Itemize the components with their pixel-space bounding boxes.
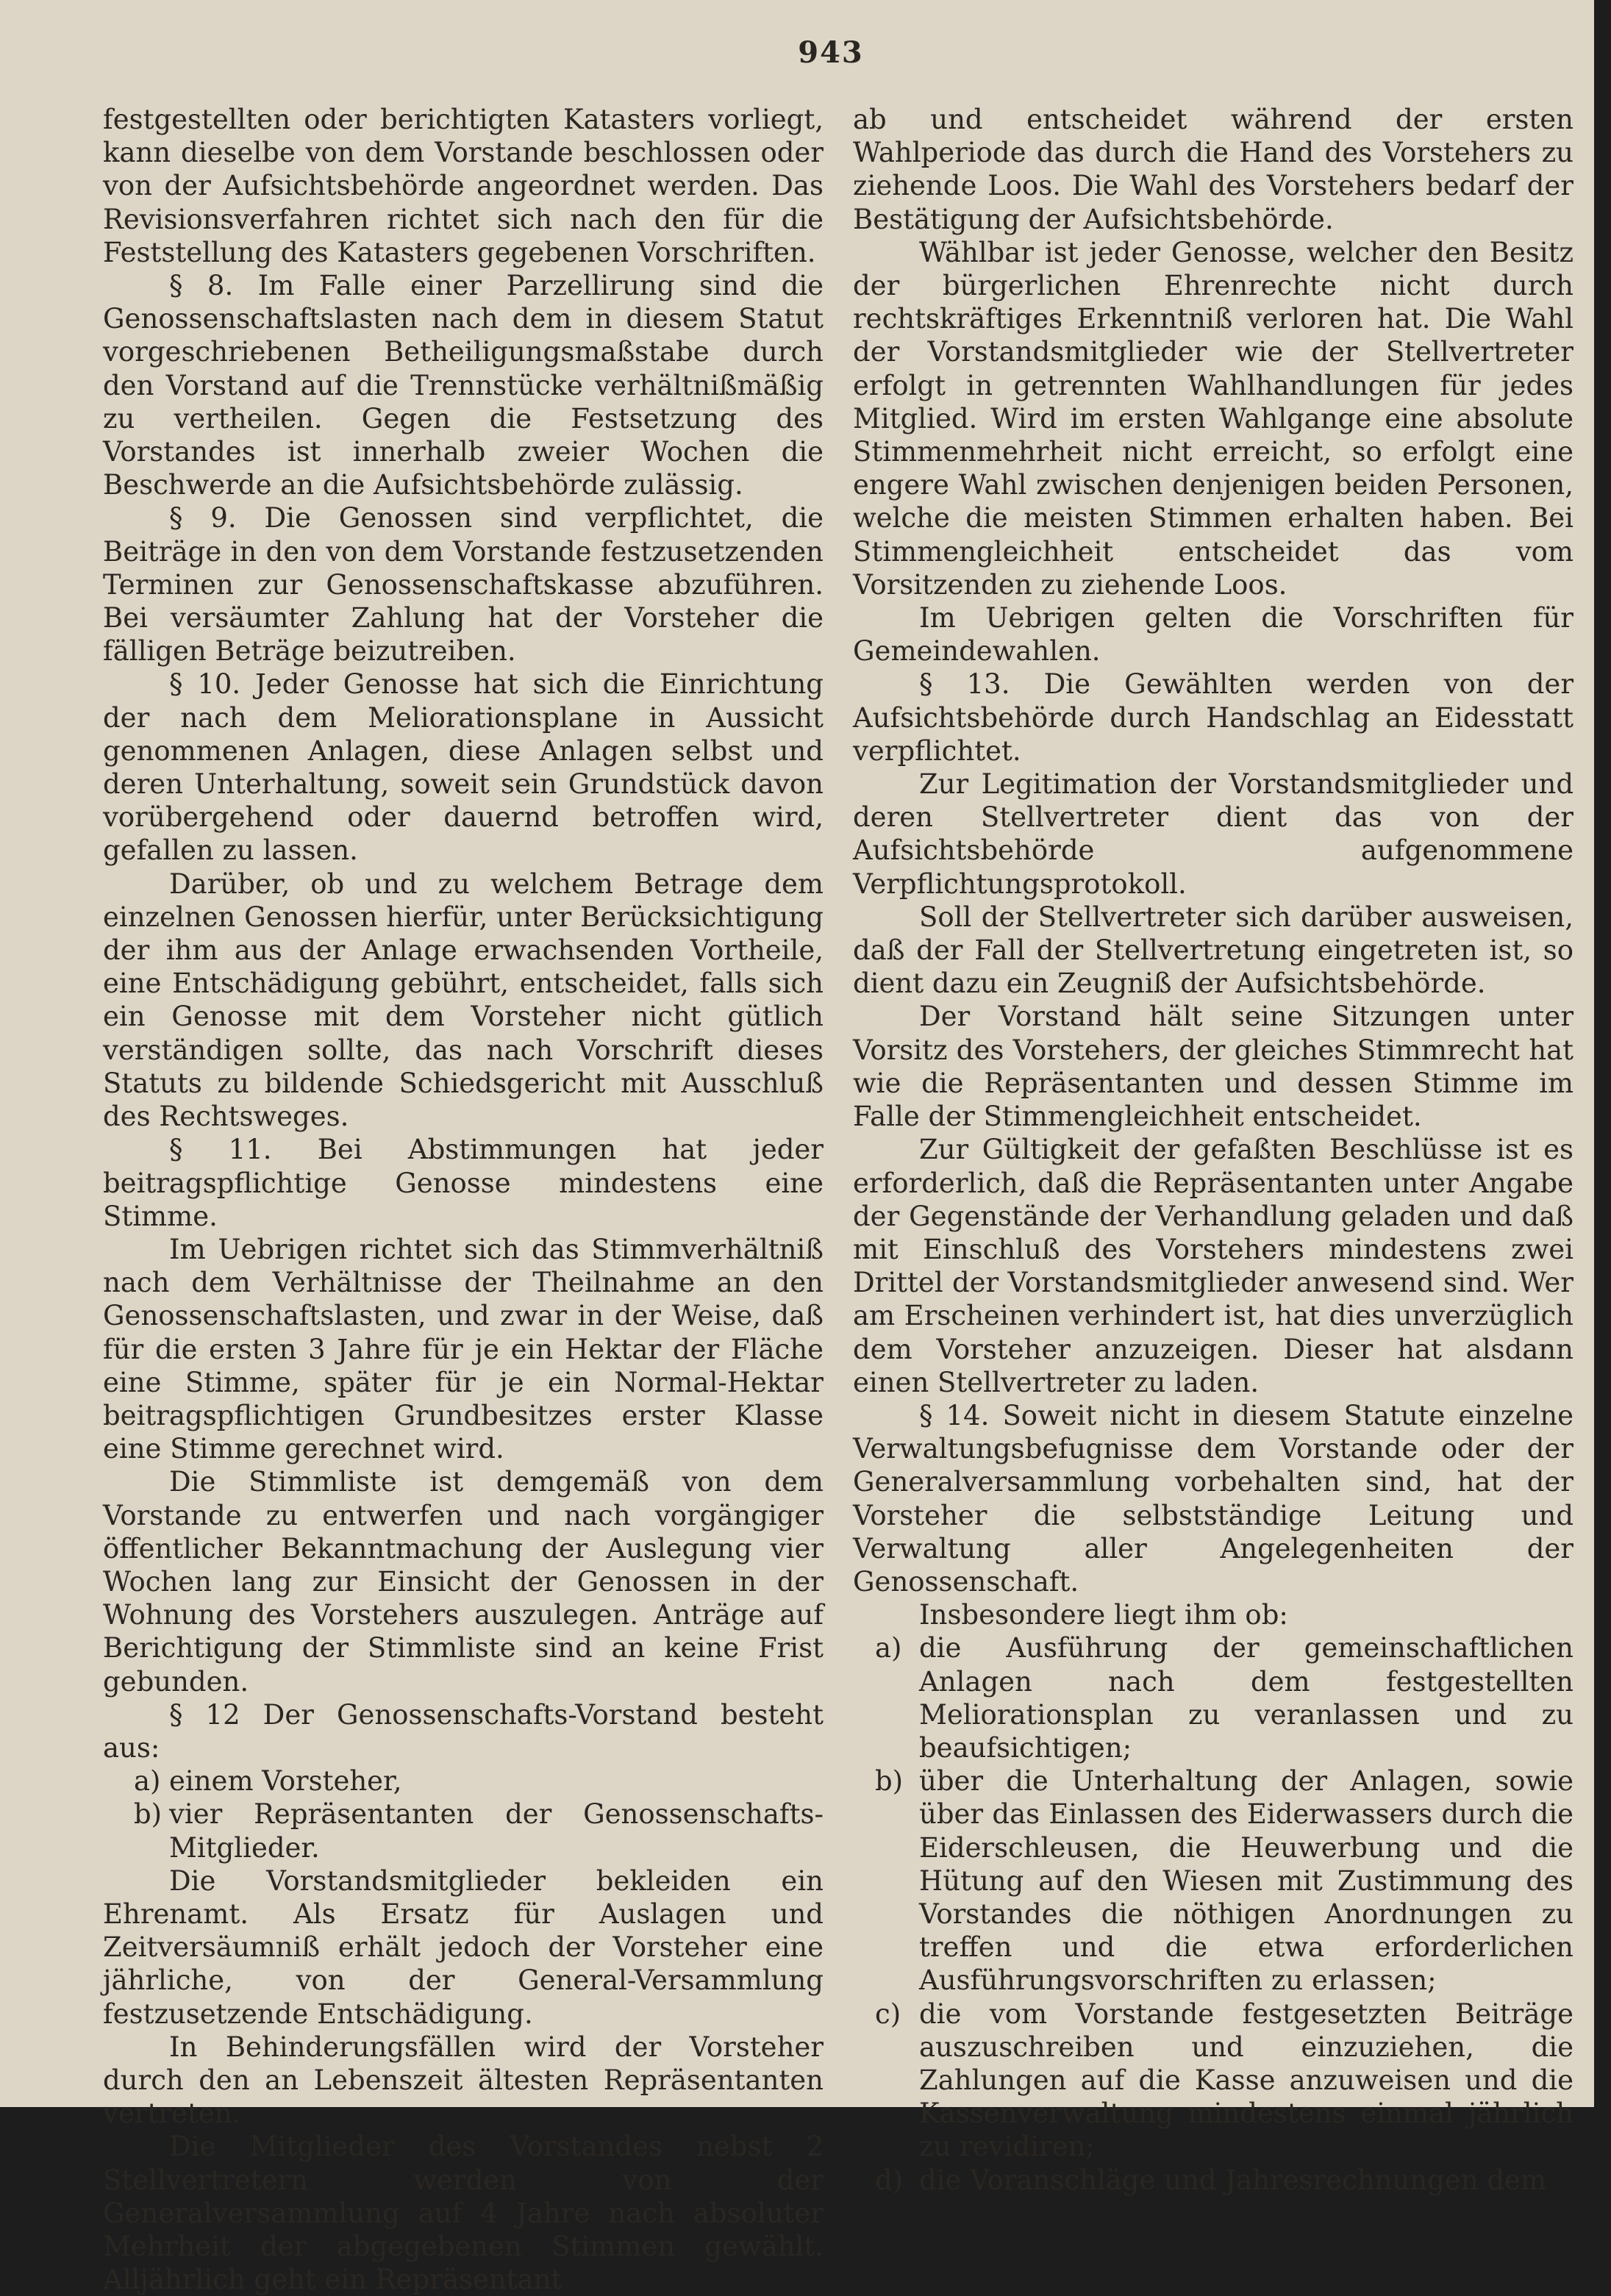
list-item-text: vier Repräsentanten der Genossenschafts-Mitglieder.: [169, 1798, 824, 1864]
section-13-paragraph: § 13. Die Gewählten werden von der Aufsichtsbehörde durch Handschlag an Eidesstatt verpflichtet.: [853, 668, 1574, 767]
list-item: [853, 2164, 1574, 2197]
paragraph: festgestellten oder berichtigten Katasters vorliegt, kann dieselbe von dem Vorstande beschlossen oder von der Aufsichtsbehörde angeordnet werden. Das Revisionsverfahren richtet sich nach den für die Feststellung des Katasters gegebenen Vorschriften.: [103, 104, 824, 268]
list-item-text: die Voranschläge und Jahresrechnungen dem: [919, 2164, 1546, 2196]
list-item-text: einem Vorsteher,: [169, 1765, 402, 1798]
paragraph: Darüber, ob und zu welchem Betrage dem einzelnen Genossen hierfür, unter Berücksichtigung der ihm aus der Anlage erwachsenden Vortheile, eine Entschädigung gebührt, entscheidet, falls sich ein Genosse mit dem Vorsteher nicht gütlich verständigen sollte, das nach Vorschrift dieses Statuts zu bildende Schiedsgericht mit Ausschluß des Rechtsweges.: [103, 868, 824, 1133]
paragraph: Zur Gültigkeit der gefaßten Beschlüsse ist es erforderlich, daß die Repräsentanten unter Angabe der Gegenstände der Verhandlung geladen und daß mit Einschluß des Vorstehers mindestens zwei Drittel der Vorstandsmitglieder anwesend sind. Wer am Erscheinen verhindert ist, hat dies unverzüglich dem Vorsteher anzuzeigen. Dieser hat alsdann einen Stellvertreter zu laden.: [853, 1134, 1574, 1398]
paragraph: Im Uebrigen gelten die Vorschriften für Gemeindewahlen.: [853, 602, 1574, 668]
paragraph: Soll der Stellvertreter sich darüber ausweisen, daß der Fall der Stellvertretung eingetreten ist, so dient dazu ein Zeugniß der Aufsichtsbehörde.: [853, 901, 1574, 1000]
left-column: [103, 103, 824, 2296]
list-item: [853, 1764, 1574, 1997]
paragraph: Die Vorstandsmitglieder bekleiden ein Ehrenamt. Als Ersatz für Auslagen und Zeitversäumniß erhält jedoch der Vorsteher eine jährliche, von der General-Versammlung festzusetzende Entschädigung.: [103, 1864, 824, 2030]
list-item: [853, 1998, 1574, 2164]
list-item-label: b): [875, 1765, 904, 1798]
list-item-label: a): [875, 1632, 902, 1664]
page-number: 943: [798, 35, 864, 70]
section-12-paragraph: § 12 Der Genossenschafts-Vorstand besteht aus:: [103, 1698, 824, 1764]
list-item: [853, 1631, 1574, 1764]
list-item-text: die vom Vorstande festgesetzten Beiträge auszuschreiben und einzuziehen, die Zahlungen auf die Kasse anzuweisen und die Kassenverwaltung mindestens einmal jährlich zu revidiren;: [919, 1998, 1574, 2163]
paragraph: Zur Legitimation der Vorstandsmitglieder und deren Stellvertreter dient das von der Aufsichtsbehörde aufgenommene Verpflichtungsprotokoll.: [853, 768, 1574, 900]
section-11-paragraph: § 11. Bei Abstimmungen hat jeder beitragspflichtige Genosse mindestens eine Stimme.: [103, 1134, 824, 1232]
paragraph: Wählbar ist jeder Genosse, welcher den Besitz der bürgerlichen Ehrenrechte nicht durch rechtskräftiges Erkenntniß verloren hat. Die Wahl der Vorstandsmitglieder wie der Stellvertreter erfolgt in getrennten Wahlhandlungen für jedes Mitglied. Wird im ersten Wahlgange eine absolute Stimmenmehrheit nicht erreicht, so erfolgt eine engere Wahl zwischen denjenigen beiden Personen, welche die meisten Stimmen erhalten haben. Bei Stimmengleichheit entscheidet das vom Vorsitzenden zu ziehende Loos.: [853, 236, 1574, 601]
section-9-paragraph: § 9. Die Genossen sind verpflichtet, die Beiträge in den von dem Vorstande festzusetzenden Terminen zur Genossenschaftskasse abzuführen. Bei versäumter Zahlung hat der Vorsteher die fälligen Beträge beizutreiben.: [103, 502, 824, 668]
paragraph: In Behinderungsfällen wird der Vorsteher durch den an Lebenszeit ältesten Repräsentanten vertreten.: [103, 2031, 824, 2130]
paragraph: ab und entscheidet während der ersten Wahlperiode das durch die Hand des Vorstehers zu ziehende Loos. Die Wahl des Vorstehers bedarf der Bestätigung der Aufsichtsbehörde.: [853, 104, 1574, 235]
list-item-text: die Ausführung der gemeinschaftlichen Anlagen nach dem festgestellten Meliorationsplan zu veranlassen und zu beaufsichtigen;: [919, 1632, 1574, 1764]
paragraph: Die Stimmliste ist demgemäß von dem Vorstande zu entwerfen und nach vorgängiger öffentlicher Bekanntmachung der Auslegung vier Wochen lang zur Einsicht der Genossen in der Wohnung des Vorstehers auszulegen. Anträge auf Berichtigung der Stimmliste sind an keine Frist gebunden.: [103, 1466, 824, 1698]
paragraph: Der Vorstand hält seine Sitzungen unter Vorsitz des Vorstehers, der gleiches Stimmrecht hat wie die Repräsentanten und dessen Stimme im Falle der Stimmengleichheit entscheidet.: [853, 1001, 1574, 1133]
paragraph: Im Uebrigen richtet sich das Stimmverhältniß nach dem Verhältnisse der Theilnahme an den Genossenschaftslasten, und zwar in der Weise, daß für die ersten 3 Jahre für je ein Hektar der Fläche eine Stimme, später für je ein Normal-Hektar beitragspflichtigen Grundbesitzes erster Klasse eine Stimme gerechnet wird.: [103, 1233, 824, 1465]
right-column: [853, 103, 1574, 2197]
section-14-paragraph: § 14. Soweit nicht in diesem Statute einzelne Verwaltungsbefugnisse dem Vorstande oder der Generalversammlung vorbehalten sind, hat der Vorsteher die selbstständige Leitung und Verwaltung aller Angelegenheiten der Genossenschaft.: [853, 1399, 1574, 1598]
list-item-label: d): [875, 2164, 904, 2196]
section-10-paragraph: § 10. Jeder Genosse hat sich die Einrichtung der nach dem Meliorationsplane in Aussicht genommenen Anlagen, diese Anlagen selbst und deren Unterhaltung, soweit sein Grundstück davon vorübergehend oder dauernd betroffen wird, gefallen zu lassen.: [103, 668, 824, 867]
list-item-label: a): [134, 1765, 161, 1798]
section-8-paragraph: § 8. Im Falle einer Parzellirung sind die Genossenschaftslasten nach dem in diesem Statut vorgeschriebenen Betheiligungsmaßstabe durch den Vorstand auf die Trennstücke verhältnißmäßig zu vertheilen. Gegen die Festsetzung des Vorstandes ist innerhalb zweier Wochen die Beschwerde an die Aufsichtsbehörde zulässig.: [103, 270, 824, 501]
list-item-label: b): [134, 1798, 162, 1831]
list-item-text: über die Unterhaltung der Anlagen, sowie über das Einlassen des Eiderwassers durch die Eiderschleusen, die Heuwerbung und die Hütung auf den Wiesen mit Zustimmung des Vorstandes die nöthigen Anordnungen zu treffen und die etwa erforderlichen Ausführungsvorschriften zu erlassen;: [919, 1765, 1574, 1997]
list-item: [103, 1764, 824, 1798]
paragraph: Die Mitglieder des Vorstandes nebst 2 Stellvertretern werden von der Generalversammlung auf 4 Jahre nach absoluter Mehrheit der abgegebenen Stimmen gewählt. Alljährlich geht ein Repräsentant: [103, 2131, 824, 2296]
paragraph: Insbesondere liegt ihm ob:: [919, 1599, 1288, 1631]
list-item: [103, 1798, 824, 1864]
list-item-label: c): [875, 1998, 901, 2030]
